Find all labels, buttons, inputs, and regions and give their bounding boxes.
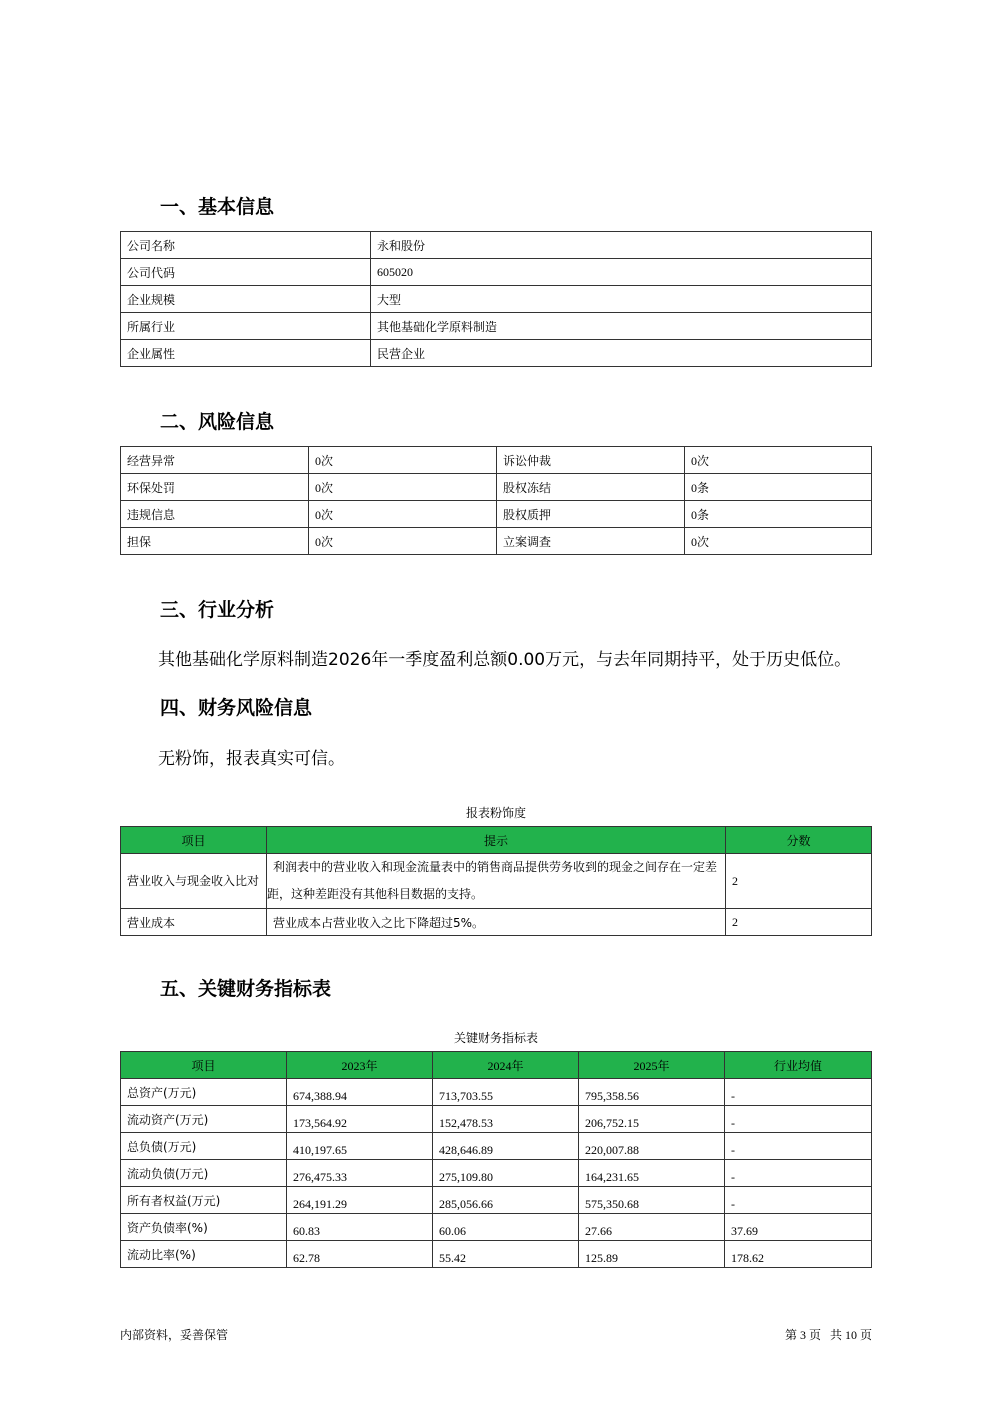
financial-risk-text: 无粉饰，报表真实可信。 [158, 749, 345, 769]
table-row [121, 909, 872, 936]
table-row [121, 447, 872, 474]
table-row [121, 1241, 872, 1268]
risk-label: 立案调查 [497, 528, 685, 555]
basic-info-table [120, 231, 872, 367]
risk-value: 0次 [309, 447, 497, 474]
col-header-2025: 2025年 [579, 1052, 725, 1079]
metric-value: 60.06 [433, 1214, 579, 1241]
metric-value: 206,752.15 [579, 1106, 725, 1133]
table-row [121, 340, 872, 367]
industry-analysis-text: 其他基础化学原料制造2026年一季度盈利总额0.00万元，与去年同期持平，处于历史低位。 [158, 650, 852, 670]
risk-value: 0次 [309, 501, 497, 528]
metric-name: 流动负债(万元) [121, 1160, 287, 1187]
metric-value: 674,388.94 [287, 1079, 433, 1106]
hint-cell: 利润表中的营业收入和现金流量表中的销售商品提供劳务收到的现金之间存在一定差距，这种差距没有其他科目数据的支持。 [267, 854, 726, 909]
table-row [121, 528, 872, 555]
metric-value: - [725, 1160, 872, 1187]
metric-value: 173,564.92 [287, 1106, 433, 1133]
table-row [121, 1214, 872, 1241]
section-title-key-metrics: 五、关键财务指标表 [160, 978, 332, 1000]
info-value: 大型 [371, 286, 872, 313]
table-row [121, 232, 872, 259]
item-cell: 营业收入与现金收入比对 [121, 854, 267, 909]
risk-label: 诉讼仲裁 [497, 447, 685, 474]
metric-value: 575,350.68 [579, 1187, 725, 1214]
table-row [121, 286, 872, 313]
risk-info-body [121, 447, 872, 555]
metric-value: 62.78 [287, 1241, 433, 1268]
section-title-industry: 三、行业分析 [160, 599, 275, 621]
metric-value: 164,231.65 [579, 1160, 725, 1187]
metric-value: - [725, 1079, 872, 1106]
metric-name: 资产负债率(%) [121, 1214, 287, 1241]
col-header-item: 项目 [121, 1052, 287, 1079]
col-header-hint: 提示 [267, 827, 726, 854]
key-metrics-table [120, 1051, 872, 1268]
table-row [121, 1187, 872, 1214]
metric-value: 60.83 [287, 1214, 433, 1241]
metric-value: 275,109.80 [433, 1160, 579, 1187]
col-header-item: 项目 [121, 827, 267, 854]
table-row [121, 1133, 872, 1160]
metric-value: 410,197.65 [287, 1133, 433, 1160]
metric-value: - [725, 1106, 872, 1133]
table-row [121, 1160, 872, 1187]
risk-label: 经营异常 [121, 447, 309, 474]
risk-value: 0条 [685, 501, 872, 528]
metric-name: 所有者权益(万元) [121, 1187, 287, 1214]
risk-label: 违规信息 [121, 501, 309, 528]
section-title-financial-risk: 四、财务风险信息 [160, 697, 313, 719]
metric-value: 125.89 [579, 1241, 725, 1268]
metric-name: 流动资产(万元) [121, 1106, 287, 1133]
metric-value: 276,475.33 [287, 1160, 433, 1187]
risk-label: 环保处罚 [121, 474, 309, 501]
risk-value: 0条 [685, 474, 872, 501]
metric-value: 27.66 [579, 1214, 725, 1241]
table-row [121, 1079, 872, 1106]
risk-value: 0次 [685, 528, 872, 555]
metric-value: 220,007.88 [579, 1133, 725, 1160]
embellish-table-caption: 报表粉饰度 [465, 806, 526, 820]
table-row [121, 259, 872, 286]
table-row [121, 501, 872, 528]
key-metrics-body [121, 1079, 872, 1268]
col-header-2023: 2023年 [287, 1052, 433, 1079]
footer-confidential: 内部资料，妥善保管 [120, 1328, 229, 1342]
risk-label: 担保 [121, 528, 309, 555]
key-header-row [121, 1052, 872, 1079]
basic-info-body [121, 232, 872, 367]
risk-value: 0次 [309, 528, 497, 555]
metric-name: 总负债(万元) [121, 1133, 287, 1160]
metric-value: 795,358.56 [579, 1079, 725, 1106]
item-cell: 营业成本 [121, 909, 267, 936]
info-label: 公司名称 [121, 232, 371, 259]
col-header-score: 分数 [726, 827, 872, 854]
table-row [121, 854, 872, 909]
metric-value: 55.42 [433, 1241, 579, 1268]
table-row [121, 474, 872, 501]
risk-label: 股权质押 [497, 501, 685, 528]
metric-name: 总资产(万元) [121, 1079, 287, 1106]
key-table-caption: 关键财务指标表 [453, 1031, 538, 1045]
score-cell: 2 [726, 909, 872, 936]
risk-value: 0次 [309, 474, 497, 501]
risk-value: 0次 [685, 447, 872, 474]
embellish-table [120, 826, 872, 936]
info-label: 公司代码 [121, 259, 371, 286]
info-value: 605020 [371, 259, 872, 286]
metric-value: 152,478.53 [433, 1106, 579, 1133]
info-value: 民营企业 [371, 340, 872, 367]
metric-value: - [725, 1133, 872, 1160]
info-label: 企业属性 [121, 340, 371, 367]
info-label: 所属行业 [121, 313, 371, 340]
footer-page-number: 第 3 页 共 10 页 [784, 1328, 872, 1342]
col-header-2024: 2024年 [433, 1052, 579, 1079]
info-label: 企业规模 [121, 286, 371, 313]
section-title-basic-info: 一、基本信息 [160, 196, 275, 218]
table-row [121, 1106, 872, 1133]
score-cell: 2 [726, 854, 872, 909]
metric-value: 37.69 [725, 1214, 872, 1241]
metric-name: 流动比率(%) [121, 1241, 287, 1268]
metric-value: 178.62 [725, 1241, 872, 1268]
metric-value: 285,056.66 [433, 1187, 579, 1214]
hint-cell: 营业成本占营业收入之比下降超过5%。 [267, 909, 726, 936]
col-header-industry-avg: 行业均值 [725, 1052, 872, 1079]
section-title-risk-info: 二、风险信息 [160, 411, 275, 433]
risk-info-table [120, 446, 872, 555]
metric-value: 713,703.55 [433, 1079, 579, 1106]
metric-value: 264,191.29 [287, 1187, 433, 1214]
info-value: 其他基础化学原料制造 [371, 313, 872, 340]
metric-value: - [725, 1187, 872, 1214]
table-row [121, 313, 872, 340]
info-value: 永和股份 [371, 232, 872, 259]
embellish-header-row [121, 827, 872, 854]
metric-value: 428,646.89 [433, 1133, 579, 1160]
risk-label: 股权冻结 [497, 474, 685, 501]
